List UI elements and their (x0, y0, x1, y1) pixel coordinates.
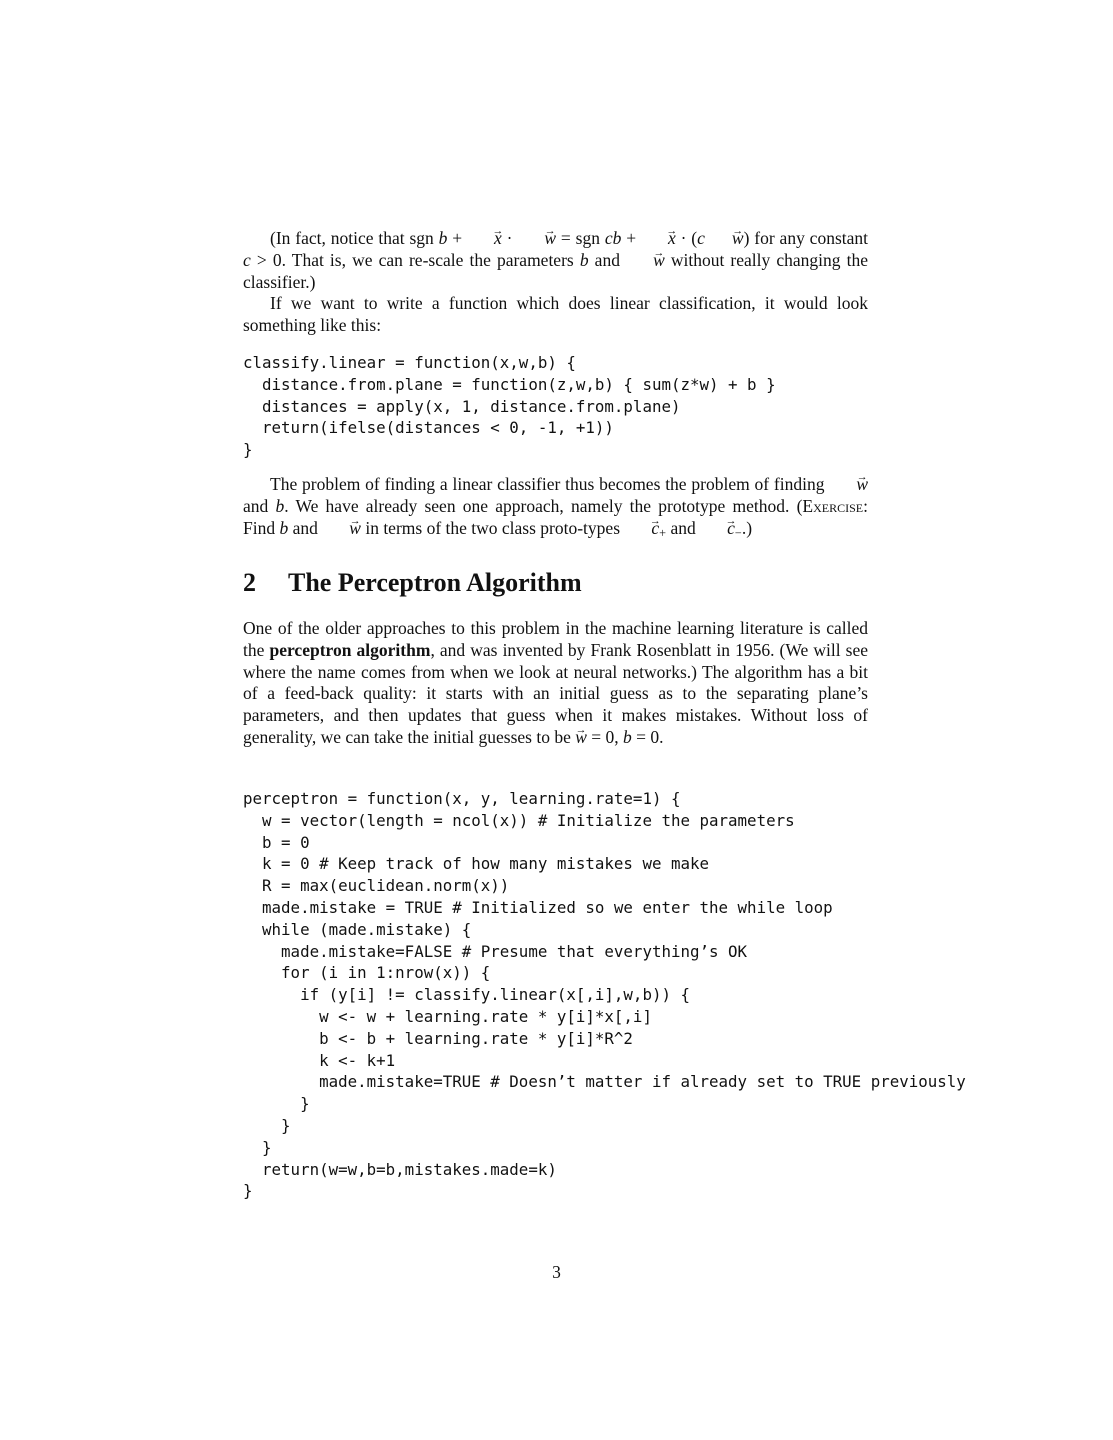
section-number: 2 (243, 568, 256, 597)
section-heading (243, 566, 582, 600)
code-classify-linear: classify.linear = function(x,w,b) { distance.from.plane = function(z,w,b) { sum(z*w) + b } distances = apply(x, 1, distance.from.plane) return(ifelse(distances < 0, -1, +1)) } (243, 353, 776, 460)
page-number: 3 (552, 1262, 561, 1282)
code-perceptron: perceptron = function(x, y, learning.rate=1) { w = vector(length = ncol(x)) # Initialize the parameters b = 0 k = 0 # Keep track of how many mistakes we make R = max(euclidean.norm(x)) made.mistake = TRUE # Initialized so we enter the while loop while (made.mistake) { made.mistake=FALSE # Presume that everything’s OK for (i in 1:nrow(x)) { if (y[i] != classify.linear(x[,i],w,b)) { w <- w + learning.rate * y[i]*x[,i] b <- b + learning.rate * y[i]*R^2 k <- k+1 made.mistake=TRUE # Doesn’t matter if already set to TRUE previously } } } return(w=w,b=b,mistakes.made=k) } (243, 789, 966, 1201)
paragraph-finding-classifier: The problem of finding a linear classifier thus becomes the problem of finding → w and b. We have already seen one approach, namely the prototype method. (Exercise: Find b and → w in terms of the two class proto-types → $c_+$ and → $c_-$.) (243, 474, 868, 544)
paragraph-perceptron-intro: One of the older approaches to this problem in the machine learning literature is called the perceptron algorithm, and was invented by Frank Rosenblatt in 1956. (We will see where the name comes from when we look at neural networks.) The algorithm has a bit of a feed-back quality: it starts with an initial guess as to the separating plane’s parameters, and then updates that guess when it makes mistakes. Without loss of generality, we can take the initial guesses to be → w = 0, b = 0. (243, 618, 868, 749)
paragraph-function-intro: If we want to write a function which does linear classification, it would look something like this: (243, 293, 868, 336)
paragraph-rescale-note: (In fact, notice that sgn b + → x · → w = sgn cb + → x · (c→ w) for any constant c > 0. That is, we can re-scale the parameters b and → w without really changing the classifier.) If we want to write a function which does linear classification, it would look something like this: (243, 228, 868, 337)
section-title: The Perceptron Algorithm (288, 568, 582, 597)
